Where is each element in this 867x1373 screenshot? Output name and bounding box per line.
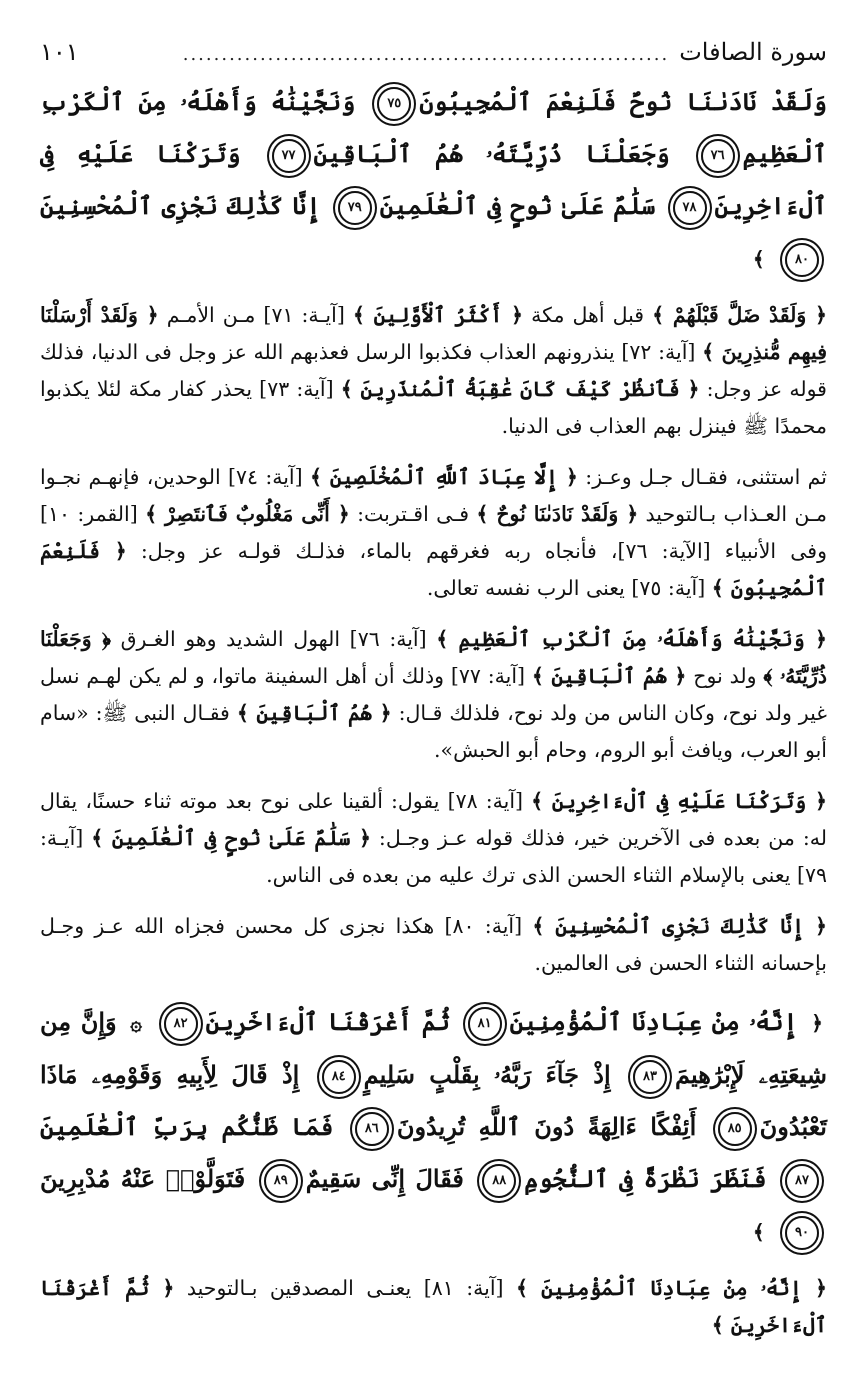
verse-number-marker: ٨٢: [164, 1007, 198, 1041]
verse-number-marker: ٨١: [468, 1007, 502, 1041]
verse-number-marker: ٨٨: [482, 1164, 516, 1198]
quote: ﴿ هُمُ ٱلْبَاقِينَ ﴾: [531, 664, 687, 688]
verse-text: وَجَعَلْنَا ذُرِّيَّتَهُۥ هُمُ ٱلْبَاقِينَ: [313, 139, 670, 168]
quote: ﴿ إِنَّهُۥ مِنْ عِبَادِنَا ٱلْمُؤْمِنِينَ ﴾: [516, 1276, 827, 1300]
text: ولد نوح: [686, 664, 764, 688]
quote: ﴿ إِلَّا عِبَادَ ٱللَّهِ ٱلْمُخْلَصِينَ ﴾: [309, 465, 578, 489]
verse-text: إِذْ جَآءَ رَبَّهُۥ بِقَلْبٍ سَلِيمٍ: [363, 1060, 611, 1089]
verse-number-marker: ٨٣: [633, 1060, 667, 1094]
text: [القمر: ١٠] وفى الأنبياء [الآية: ٧٦]، فأنجاه ربه فغرقهم بالماء، فذلـك قولـه عز وجل:: [40, 502, 827, 563]
text: [آية: ٧٦] الهول الشديد وهو الغـرق: [110, 627, 437, 651]
verse-number-marker: ٧٧: [272, 139, 306, 173]
verse-text: وَتَرَكْنَا عَلَيْهِ فِى ٱلْءَاخِرِينَ: [40, 139, 828, 220]
verse-text: فَقَالَ إِنِّى سَقِيمٌ: [305, 1164, 464, 1193]
text: [آيـة: ٧١] مـن الأمـم: [158, 303, 353, 327]
quote: ﴿ سَلَٰمٌ عَلَىٰ نُوحٍ فِى ٱلْعَٰلَمِينَ ﴾: [91, 826, 371, 850]
commentary-paragraph: [40, 459, 827, 607]
text: [آية: ٧٣] يحذر كفار مكة لئلا يكذبوا محمدًا ﷺ فينزل بهم العذاب فى الدنيا.: [40, 377, 827, 438]
ornament-bracket-icon: ﴾: [752, 247, 765, 271]
text: قبل أهل مكة: [523, 303, 653, 327]
commentary-paragraph: [40, 297, 827, 445]
text: [آيـة: ٧٩] يعنى بالإسلام الثناء الحسن الذى ترك عليه من بعده فى الناس.: [40, 826, 827, 887]
quote: ﴿ وَلَقَدْ ضَلَّ قَبْلَهُمْ ﴾: [652, 303, 827, 327]
header-leader-dots: ...............................................................: [182, 44, 670, 65]
verse-text: سَلَٰمٌ عَلَىٰ نُوحٍ فِى ٱلْعَٰلَمِينَ: [379, 191, 656, 220]
text: [آية: ٧٧] وذلك أن أهل السفينة ماتوا، و لم يكن لهـم نسل غير ولد نوح، وكان الناس من ولد نوح، فلذلك قـال:: [40, 664, 827, 725]
verse-number-marker: ٨٧: [785, 1164, 819, 1198]
verse-number-marker: ٨٩: [264, 1164, 298, 1198]
verse-number-marker: ٨٠: [785, 243, 819, 277]
quote: ﴿ فَٱنظُرْ كَيْفَ كَانَ عَٰقِبَةُ ٱلْمُنذَرِينَ ﴾: [340, 377, 700, 401]
verse-text: إِنَّهُۥ مِنْ عِبَادِنَا ٱلْمُؤْمِنِينَ: [509, 1007, 798, 1036]
quote: ﴿ وَنَجَّيْنَٰهُ وَأَهْلَهُۥ مِنَ ٱلْكَرْبِ ٱلْعَظِيمِ ﴾: [436, 627, 827, 651]
commentary-paragraph: [40, 783, 827, 894]
text: [آية: ٧٥] يعنى الرب نفسه تعالى.: [426, 576, 712, 600]
quote: ﴿ هُمُ ٱلْبَاقِينَ ﴾: [236, 701, 392, 725]
quote: ﴿ وَجَعَلْنَا ذُرِّيَّتَهُۥ ﴾: [40, 627, 828, 688]
quote: ﴿ وَلَقَدْ نَادَىٰنَا نُوحٌ ﴾: [476, 502, 639, 526]
verse-number-marker: ٨٤: [322, 1060, 356, 1094]
commentary-paragraph: [40, 908, 827, 982]
verse-text: ثُمَّ أَغْرَقْنَا ٱلْءَاخَرِينَ: [205, 1007, 450, 1036]
verse-text: وَلَقَدْ نَادَىٰنَا نُوحٌ فَلَنِعْمَ ٱلْمُجِيبُونَ: [419, 87, 827, 116]
verse-text: فَمَا ظَنُّكُم بِرَبِّ ٱلْعَٰلَمِينَ: [40, 1112, 334, 1141]
verse-number-marker: ٧٥: [377, 87, 411, 121]
verse-text: وَنَجَّيْنَٰهُ وَأَهْلَهُۥ مِنَ ٱلْكَرْبِ ٱلْعَظِيمِ: [40, 87, 827, 168]
verse-number-marker: ٨٥: [718, 1112, 752, 1146]
text: ثم استثنى، فقـال جـل وعـز:: [577, 465, 827, 489]
surah-name: سورة الصافات: [679, 38, 827, 66]
text: [آية: ٧٤] الوحدين، فإنهـم نجـوا مـن العـذاب بـالتوحيد: [40, 465, 827, 526]
page-number: ١٠١: [40, 38, 79, 66]
quote: ﴿ أَنِّى مَغْلُوبٌ فَٱنتَصِرْ ﴾: [145, 502, 350, 526]
text: فـى اقـتربت:: [349, 502, 477, 526]
text: [آية: ٨١] يعنـى المصدقين بـالتوحيد: [174, 1276, 517, 1300]
verse-number-marker: ٩٠: [785, 1216, 819, 1250]
quote: ﴿ إِنَّا كَذَٰلِكَ نَجْزِى ٱلْمُحْسِنِينَ ﴾: [532, 914, 827, 938]
hizb-marker-icon: ۞: [130, 1011, 143, 1035]
quote: ﴿ ثُمَّ أَغْرَقْنَا ٱلْءَاخَرِينَ ﴾: [40, 1276, 827, 1337]
ornament-bracket-icon: ﴾: [752, 1220, 765, 1244]
commentary-paragraph: [40, 621, 827, 769]
verse-number-marker: ٧٦: [701, 139, 735, 173]
quran-verses-bottom: [40, 996, 827, 1258]
verse-text: فَتَوَلَّوْا۟ عَنْهُ مُدْبِرِينَ: [40, 1164, 246, 1193]
verse-number-marker: ٧٩: [338, 191, 372, 225]
verse-number-marker: ٧٨: [673, 191, 707, 225]
text: [آية: ٧٢] ينذرونهم العذاب فكذبوا الرسل فعذبهم الله عز وجل فى الدنيا، فذلك قوله عز وجل:: [40, 340, 827, 401]
quote: ﴿ فَلَنِعْمَ ٱلْمُجِيبُونَ ﴾: [40, 539, 827, 600]
text: [آية: ٨٠] هكذا نجزى كل محسن فجزاه الله عـز وجـل بإحسانه الثناء الحسن فى العالمين.: [40, 914, 827, 975]
quote: ﴿ وَلَقَدْ أَرْسَلْنَا فِيهِم مُّنذِرِينَ ﴾: [40, 303, 827, 364]
quote: ﴿ وَتَرَكْنَا عَلَيْهِ فِى ٱلْءَاخِرِينَ ﴾: [531, 789, 827, 813]
ornament-bracket-icon: ﴿: [811, 1011, 823, 1035]
quran-verses-top: [40, 76, 827, 285]
verse-text: إِذْ قَالَ لِأَبِيهِ وَقَوْمِهِۦ مَاذَا تَعْبُدُونَ: [40, 1060, 827, 1141]
verse-text: وَإِنَّ مِن شِيعَتِهِۦ لَإِبْرَٰهِيمَ: [40, 1007, 827, 1089]
text: [آية: ٧٨] يقول: ألقينا على نوح بعد موته ثناء حسنًا، يقال له: من بعده فى الآخرين خير، فذلك قوله عـز وجـل:: [40, 789, 827, 850]
quote: ﴿ أَكْثَرُ ٱلْأَوَّلِينَ ﴾: [352, 303, 524, 327]
verse-text: فَنَظَرَ نَظْرَةً فِى ٱلنُّجُومِ: [524, 1164, 767, 1193]
verse-text: أَئِفْكًا ءَالِهَةً دُونَ ٱللَّهِ تُرِيدُونَ: [396, 1112, 697, 1141]
text: فقـال النبى ﷺ: «سام أبو العرب، ويافث أبو الروم، وحام أبو الحبش».: [40, 701, 827, 762]
page-header: [40, 38, 827, 72]
verse-number-marker: ٨٦: [355, 1112, 389, 1146]
verse-text: إِنَّا كَذَٰلِكَ نَجْزِى ٱلْمُحْسِنِينَ: [40, 191, 321, 220]
commentary-paragraph: [40, 1270, 827, 1344]
